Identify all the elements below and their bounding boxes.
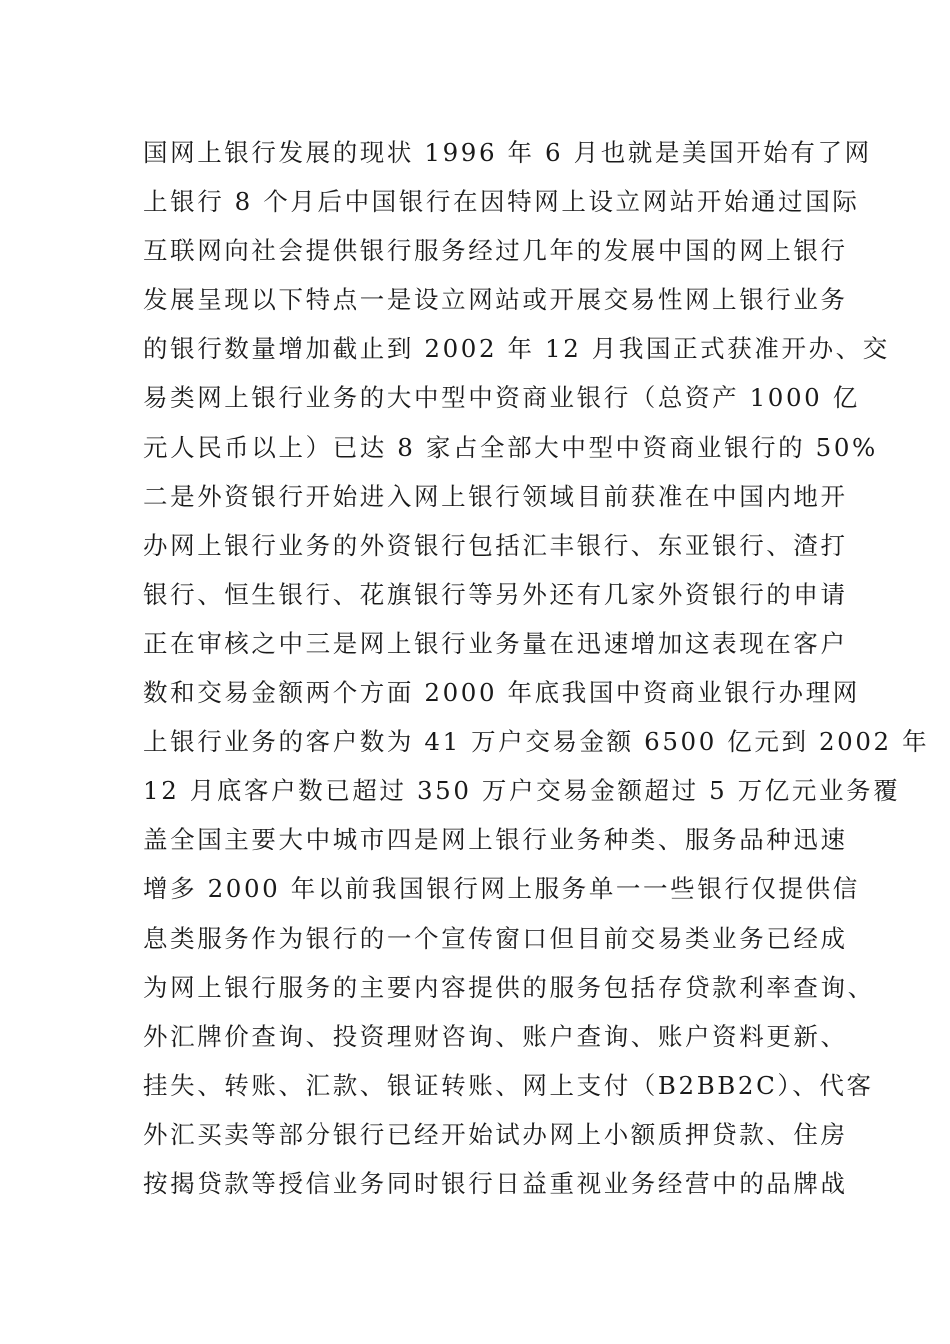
text-line: 息类服务作为银行的一个宣传窗口但目前交易类业务已经成 [143, 923, 848, 953]
text-line: 的银行数量增加截止到 2002 年 12 月我国正式获准开办、交 [143, 334, 890, 364]
text-line: 二是外资银行开始进入网上银行领域目前获准在中国内地开 [143, 481, 848, 511]
text-line: 按揭贷款等授信业务同时银行日益重视业务经营中的品牌战 [143, 1168, 848, 1198]
body-paragraph [143, 128, 930, 1208]
text-line: 12 月底客户数已超过 350 万户交易金额超过 5 万亿元业务覆 [143, 776, 901, 806]
text-line: 盖全国主要大中城市四是网上银行业务种类、服务品种迅速 [143, 825, 848, 855]
text-line: 上银行业务的客户数为 41 万户交易金额 6500 亿元到 2002 年 [143, 727, 930, 757]
text-line: 上银行 8 个月后中国银行在因特网上设立网站开始通过国际 [143, 187, 860, 217]
text-line: 办网上银行业务的外资银行包括汇丰银行、东亚银行、渣打 [143, 530, 848, 560]
text-line: 正在审核之中三是网上银行业务量在迅速增加这表现在客户 [143, 628, 848, 658]
text-line: 数和交易金额两个方面 2000 年底我国中资商业银行办理网 [143, 678, 860, 708]
text-line: 外汇牌价查询、投资理财咨询、账户查询、账户资料更新、 [143, 1021, 848, 1051]
text-line: 挂失、转账、汇款、银证转账、网上支付（B2BB2C）、代客 [143, 1070, 874, 1100]
text-line: 外汇买卖等部分银行已经开始试办网上小额质押贷款、住房 [143, 1119, 848, 1149]
text-line: 增多 2000 年以前我国银行网上服务单一一些银行仅提供信 [143, 874, 860, 904]
text-line: 为网上银行服务的主要内容提供的服务包括存贷款利率查询、 [143, 972, 875, 1002]
text-line: 发展呈现以下特点一是设立网站或开展交易性网上银行业务 [143, 285, 848, 315]
text-line: 元人民币以上）已达 8 家占全部大中型中资商业银行的 50% [143, 432, 878, 462]
text-line: 银行、恒生银行、花旗银行等另外还有几家外资银行的申请 [143, 579, 848, 609]
text-line: 易类网上银行业务的大中型中资商业银行（总资产 1000 亿 [143, 383, 860, 413]
text-line: 互联网向社会提供银行服务经过几年的发展中国的网上银行 [143, 236, 848, 266]
text-line: 国网上银行发展的现状 1996 年 6 月也就是美国开始有了网 [143, 138, 872, 167]
